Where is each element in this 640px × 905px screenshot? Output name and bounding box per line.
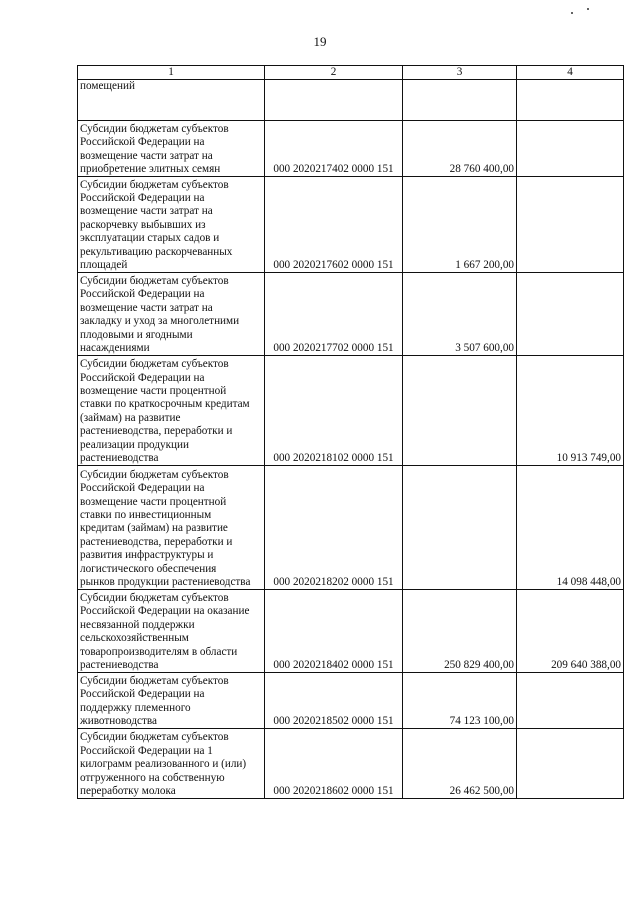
- amount-col4: [517, 121, 624, 177]
- budget-code: 000 2020217702 0000 151: [265, 273, 403, 356]
- amount-col4: [517, 273, 624, 356]
- table-row: [78, 121, 624, 177]
- table-row: [78, 80, 624, 121]
- amount-col3: 28 760 400,00: [403, 121, 517, 177]
- amount-col4: 10 913 749,00: [517, 356, 624, 466]
- budget-table: [77, 65, 624, 799]
- budget-code: [265, 80, 403, 121]
- amount-col3: 250 829 400,00: [403, 590, 517, 673]
- amount-col3: 26 462 500,00: [403, 729, 517, 799]
- budget-code: 000 2020217602 0000 151: [265, 177, 403, 273]
- amount-col3: [403, 466, 517, 590]
- table-row: [78, 356, 624, 466]
- amount-col3: [403, 80, 517, 121]
- subsidy-name: Субсидии бюджетам субъектов Российской Федерации на возмещение части процентной ставки по инвестиционным кредитам (займам) на развитие растениеводства, переработки и развития инфраструктуры и логистического обеспечения рынков продукции растениеводства: [78, 466, 265, 590]
- column-number: 3: [403, 66, 517, 80]
- amount-col4: 209 640 388,00: [517, 590, 624, 673]
- scan-speck: [587, 8, 589, 10]
- amount-col3: 1 667 200,00: [403, 177, 517, 273]
- amount-col4: [517, 177, 624, 273]
- column-number: 4: [517, 66, 624, 80]
- amount-col3: 3 507 600,00: [403, 273, 517, 356]
- amount-col3: 74 123 100,00: [403, 673, 517, 729]
- subsidy-name: Субсидии бюджетам субъектов Российской Федерации на возмещение части затрат на закладку и уход за многолетними плодовыми и ягодными насаждениями: [78, 273, 265, 356]
- column-number-row: [78, 66, 624, 80]
- amount-col4: [517, 80, 624, 121]
- page-number: 19: [313, 34, 327, 49]
- table-row: [78, 273, 624, 356]
- amount-col3: [403, 356, 517, 466]
- subsidy-name: Субсидии бюджетам субъектов Российской Федерации на оказание несвязанной поддержки сельскохозяйственным товаропроизводителям в области растениеводства: [78, 590, 265, 673]
- subsidy-name: Субсидии бюджетам субъектов Российской Федерации на возмещение части затрат на приобретение элитных семян: [78, 121, 265, 177]
- amount-col4: [517, 729, 624, 799]
- table-row: [78, 177, 624, 273]
- budget-code: 000 2020217402 0000 151: [265, 121, 403, 177]
- amount-col4: [517, 673, 624, 729]
- table-row: [78, 590, 624, 673]
- subsidy-name: Субсидии бюджетам субъектов Российской Федерации на возмещение части затрат на раскорчевку выбывших из эксплуатации старых садов и рекультивацию раскорчеванных площадей: [78, 177, 265, 273]
- budget-code: 000 2020218102 0000 151: [265, 356, 403, 466]
- budget-code: 000 2020218602 0000 151: [265, 729, 403, 799]
- subsidy-name: Субсидии бюджетам субъектов Российской Федерации на возмещение части процентной ставки по краткосрочным кредитам (займам) на развитие растениеводства, переработки и реализации продукции растениеводства: [78, 356, 265, 466]
- scan-speck: [571, 12, 573, 14]
- table-row: [78, 466, 624, 590]
- column-number: 1: [78, 66, 265, 80]
- subsidy-name: Субсидии бюджетам субъектов Российской Федерации на поддержку племенного животноводства: [78, 673, 265, 729]
- amount-col4: 14 098 448,00: [517, 466, 624, 590]
- table-row: [78, 673, 624, 729]
- subsidy-name: Субсидии бюджетам субъектов Российской Федерации на 1 килограмм реализованного и (или) отгруженного на собственную переработку молока: [78, 729, 265, 799]
- subsidy-name: помещений: [78, 80, 265, 121]
- budget-code: 000 2020218502 0000 151: [265, 673, 403, 729]
- budget-code: 000 2020218402 0000 151: [265, 590, 403, 673]
- column-number: 2: [265, 66, 403, 80]
- table-row: [78, 729, 624, 799]
- budget-code: 000 2020218202 0000 151: [265, 466, 403, 590]
